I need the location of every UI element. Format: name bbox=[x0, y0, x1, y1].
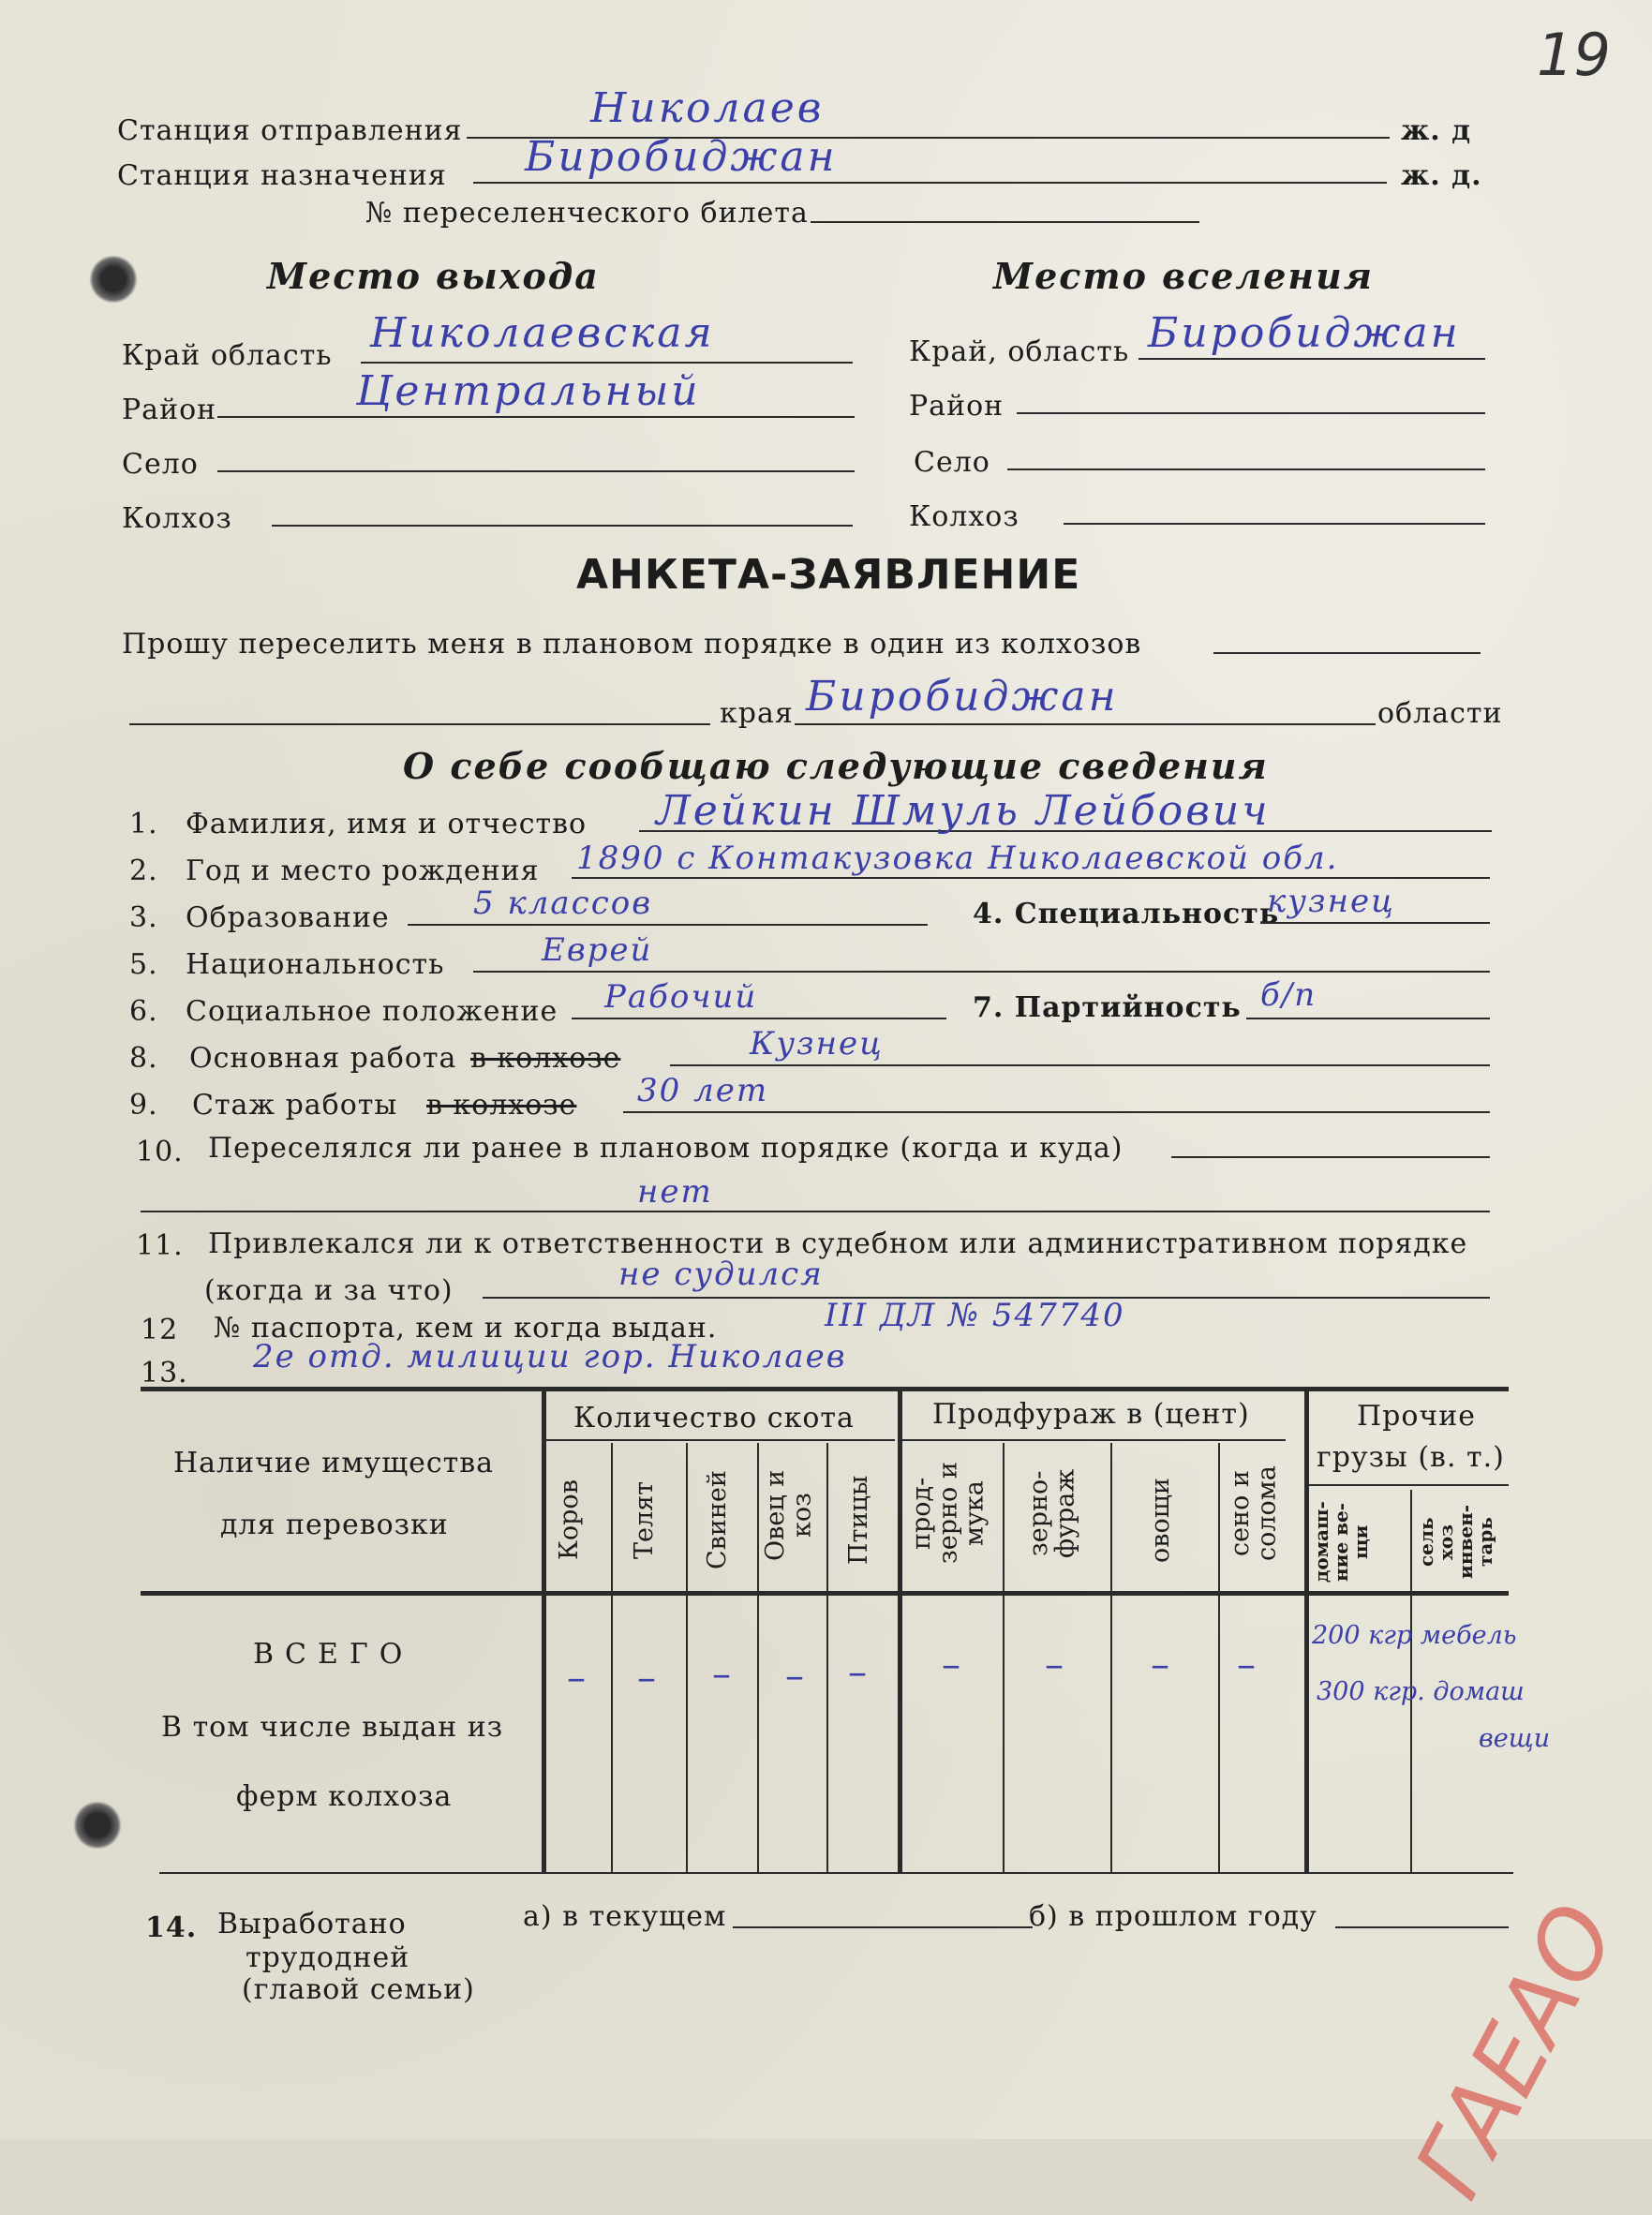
workdays-past-line bbox=[1335, 1926, 1509, 1928]
field-10-value: нет bbox=[637, 1173, 713, 1211]
dest-region-line bbox=[1139, 358, 1485, 360]
field-1-value: Лейкин Шмуль Лейбович bbox=[656, 787, 1271, 835]
dest-kolkhoz-label: Колхоз bbox=[909, 500, 1019, 533]
col-div-4 bbox=[826, 1443, 828, 1874]
field-6-line bbox=[572, 1018, 946, 1019]
col-div-8 bbox=[1218, 1443, 1220, 1874]
dest-village-line bbox=[1007, 468, 1485, 470]
destination-label: Станция назначения bbox=[117, 159, 447, 192]
field-2-value: 1890 с Контакузовка Николаевской обл. bbox=[576, 840, 1339, 877]
other-group-rule bbox=[1307, 1484, 1509, 1486]
col-vegetables: овощи bbox=[1146, 1478, 1175, 1563]
field-3-num: 3. bbox=[129, 901, 158, 934]
request-text: Прошу переселить меня в плановом порядке в один из колхозов bbox=[122, 628, 1142, 661]
dash-grain-fodder: – bbox=[1045, 1643, 1064, 1687]
field-5-num: 5. bbox=[129, 948, 158, 981]
field-3-line bbox=[408, 924, 928, 926]
table-bottom-rule bbox=[159, 1872, 1513, 1874]
krai-label: края bbox=[720, 697, 794, 730]
field-12-num: 12 bbox=[141, 1314, 179, 1346]
punch-hole-top bbox=[89, 255, 138, 304]
col-pigs: Свиней bbox=[703, 1470, 732, 1570]
field-7-value: б/п bbox=[1260, 976, 1317, 1014]
col-div-3 bbox=[757, 1443, 759, 1874]
field-4-value: кузнец bbox=[1267, 883, 1395, 920]
field-8-label: Основная работа bbox=[189, 1042, 457, 1075]
col-calves: Телят bbox=[630, 1480, 659, 1560]
col-div-6 bbox=[1003, 1443, 1005, 1874]
origin-district-line bbox=[217, 416, 855, 418]
field-12-label: № паспорта, кем и когда выдан. bbox=[214, 1312, 718, 1345]
field-11-value: не судился bbox=[618, 1256, 824, 1293]
departure-label: Станция отправления bbox=[117, 114, 463, 147]
field-11-label-2: (когда и за что) bbox=[204, 1274, 454, 1307]
other-group-header-2: грузы (в. т.) bbox=[1317, 1441, 1505, 1474]
table-divider-other bbox=[1304, 1387, 1309, 1874]
field-8-num: 8. bbox=[129, 1042, 158, 1075]
field-2-num: 2. bbox=[129, 855, 158, 887]
request-line-2 bbox=[129, 723, 710, 725]
table-divider-main bbox=[542, 1387, 546, 1874]
workdays-label-3: (главой семьи) bbox=[242, 1973, 475, 2006]
table-row-header-2: для перевозки bbox=[220, 1509, 449, 1541]
dest-district-line bbox=[1017, 412, 1485, 414]
dest-region-label: Край, область bbox=[909, 335, 1130, 368]
field-12-value: III ДЛ № 547740 bbox=[825, 1297, 1125, 1334]
table-header-rule bbox=[141, 1591, 1509, 1596]
field-4-line bbox=[1260, 922, 1490, 924]
field-8-line bbox=[670, 1064, 1490, 1066]
origin-kolkhoz-line bbox=[272, 525, 853, 527]
rail-suffix-1: ж. д bbox=[1401, 114, 1472, 147]
dash-birds: – bbox=[848, 1651, 867, 1694]
col-div-7 bbox=[1110, 1443, 1112, 1874]
issued-label-1: В том числе выдан из bbox=[161, 1711, 504, 1744]
col-div-1 bbox=[611, 1443, 613, 1874]
field-2-label: Год и место рождения bbox=[186, 855, 540, 887]
ticket-label: № переселенческого билета bbox=[365, 197, 809, 230]
col-sheep: Овец и коз bbox=[761, 1469, 817, 1562]
dest-district-label: Район bbox=[909, 390, 1005, 423]
workdays-label-1: Выработано bbox=[217, 1908, 407, 1940]
field-13-value: 2е отд. милиции гор. Николаев bbox=[253, 1338, 847, 1375]
field-1-num: 1. bbox=[129, 808, 158, 840]
origin-region-value: Николаевская bbox=[370, 309, 715, 357]
other-cargo-line-2: 300 кгр. домаш bbox=[1317, 1677, 1525, 1706]
field-3-label: Образование bbox=[186, 901, 390, 934]
field-6-num: 6. bbox=[129, 995, 158, 1028]
field-4-label: 4. Специальность bbox=[973, 898, 1280, 930]
livestock-group-header: Количество скота bbox=[573, 1402, 855, 1435]
workdays-past-label: б) в прошлом году bbox=[1029, 1900, 1317, 1933]
other-cargo-line-1: 200 кгр мебель bbox=[1312, 1621, 1517, 1650]
rail-suffix-2: ж. д. bbox=[1401, 159, 1482, 192]
fodder-group-header: Продфураж в (цент) bbox=[932, 1398, 1250, 1431]
total-label: ВСЕГО bbox=[253, 1638, 414, 1671]
col-grain-fodder: зерно-фураж bbox=[1024, 1468, 1080, 1558]
origin-heading: Место выхода bbox=[267, 255, 600, 297]
ticket-line bbox=[811, 221, 1199, 223]
field-10-label: Переселялся ли ранее в плановом порядке (когда и куда) bbox=[208, 1132, 1124, 1165]
field-11-label: Привлекался ли к ответственности в судебном или административном порядке bbox=[208, 1227, 1468, 1260]
field-9-line bbox=[623, 1111, 1490, 1113]
field-8-value: Кузнец bbox=[750, 1025, 884, 1063]
field-9-value: 30 лет bbox=[637, 1072, 769, 1109]
table-row-header-1: Наличие имущества bbox=[173, 1447, 495, 1479]
origin-district-value: Центральный bbox=[356, 367, 701, 415]
origin-village-line bbox=[217, 470, 855, 472]
workdays-num: 14. bbox=[145, 1911, 198, 1944]
col-div-2 bbox=[686, 1443, 688, 1874]
field-5-value: Еврей bbox=[542, 931, 653, 969]
field-9-label: Стаж работы bbox=[192, 1089, 398, 1122]
dash-vegetables: – bbox=[1151, 1643, 1169, 1687]
field-11-num: 11. bbox=[136, 1229, 184, 1262]
dash-grain-flour: – bbox=[942, 1643, 960, 1687]
punch-hole-bottom bbox=[73, 1801, 122, 1850]
field-1-label: Фамилия, имя и отчество bbox=[186, 808, 588, 840]
dash-cows: – bbox=[567, 1657, 586, 1700]
archive-stamp: ГАЕАО bbox=[1393, 1886, 1638, 2215]
field-6-value: Рабочий bbox=[604, 978, 758, 1016]
oblast-label: области bbox=[1377, 697, 1503, 730]
krai-line bbox=[795, 723, 1376, 725]
field-10-line bbox=[1171, 1156, 1490, 1158]
field-6-label: Социальное положение bbox=[186, 995, 558, 1028]
field-10-line-2 bbox=[141, 1211, 1490, 1212]
origin-region-label: Край область bbox=[122, 339, 333, 372]
field-10-num: 10. bbox=[136, 1136, 184, 1168]
origin-village-label: Село bbox=[122, 448, 199, 481]
destination-value: Биробиджан bbox=[525, 133, 838, 181]
other-group-header-1: Прочие bbox=[1357, 1400, 1477, 1433]
dash-sheep: – bbox=[785, 1655, 804, 1698]
table-divider-fodder bbox=[898, 1387, 902, 1874]
other-cargo-line-3: вещи bbox=[1479, 1724, 1551, 1753]
field-5-line bbox=[473, 971, 1490, 973]
col-farm-tools: сель хоз инвен-тарь bbox=[1415, 1504, 1496, 1580]
issued-label-2: ферм колхоза bbox=[236, 1780, 453, 1813]
dest-village-label: Село bbox=[914, 446, 990, 479]
field-9-struck: в колхозе bbox=[426, 1089, 577, 1122]
dest-region-value: Биробиджан bbox=[1148, 309, 1461, 357]
dash-hay: – bbox=[1237, 1643, 1256, 1687]
workdays-current-label: а) в текущем bbox=[523, 1900, 727, 1933]
page-number: 19 bbox=[1537, 21, 1611, 89]
col-birds: Птицы bbox=[844, 1475, 873, 1566]
field-5-label: Национальность bbox=[186, 948, 445, 981]
col-hay: сено и солома bbox=[1226, 1465, 1282, 1561]
field-7-line bbox=[1246, 1018, 1490, 1019]
request-line bbox=[1213, 652, 1481, 654]
field-3-value: 5 классов bbox=[473, 885, 653, 922]
workdays-label-2: трудодней bbox=[246, 1941, 410, 1974]
livestock-group-rule bbox=[543, 1439, 895, 1441]
field-13-num: 13. bbox=[141, 1357, 188, 1390]
origin-kolkhoz-label: Колхоз bbox=[122, 502, 232, 535]
destination-line bbox=[473, 182, 1387, 184]
origin-district-label: Район bbox=[122, 394, 217, 426]
form-title: АНКЕТА-ЗАЯВЛЕНИЕ bbox=[576, 551, 1081, 599]
fodder-group-rule bbox=[901, 1439, 1286, 1441]
dash-calves: – bbox=[637, 1657, 656, 1700]
field-2-line bbox=[572, 877, 1490, 879]
workdays-current-line bbox=[733, 1926, 1033, 1928]
about-heading: О себе сообщаю следующие сведения bbox=[403, 745, 1269, 787]
col-grain-flour: прод-зерно и мука bbox=[907, 1462, 990, 1565]
dest-kolkhoz-line bbox=[1064, 523, 1485, 525]
dash-pigs: – bbox=[712, 1653, 731, 1696]
col-cows: Коров bbox=[555, 1479, 584, 1561]
departure-value: Николаев bbox=[590, 84, 825, 132]
table-top-rule bbox=[141, 1387, 1509, 1391]
krai-value: Биробиджан bbox=[806, 673, 1119, 721]
field-8-struck: в колхозе bbox=[470, 1042, 621, 1075]
field-9-num: 9. bbox=[129, 1089, 158, 1122]
origin-region-line bbox=[361, 362, 853, 364]
destination-heading: Место вселения bbox=[993, 255, 1374, 297]
col-household: домаш-ние ве-щи bbox=[1310, 1501, 1372, 1583]
field-7-label: 7. Партийность bbox=[973, 991, 1242, 1024]
